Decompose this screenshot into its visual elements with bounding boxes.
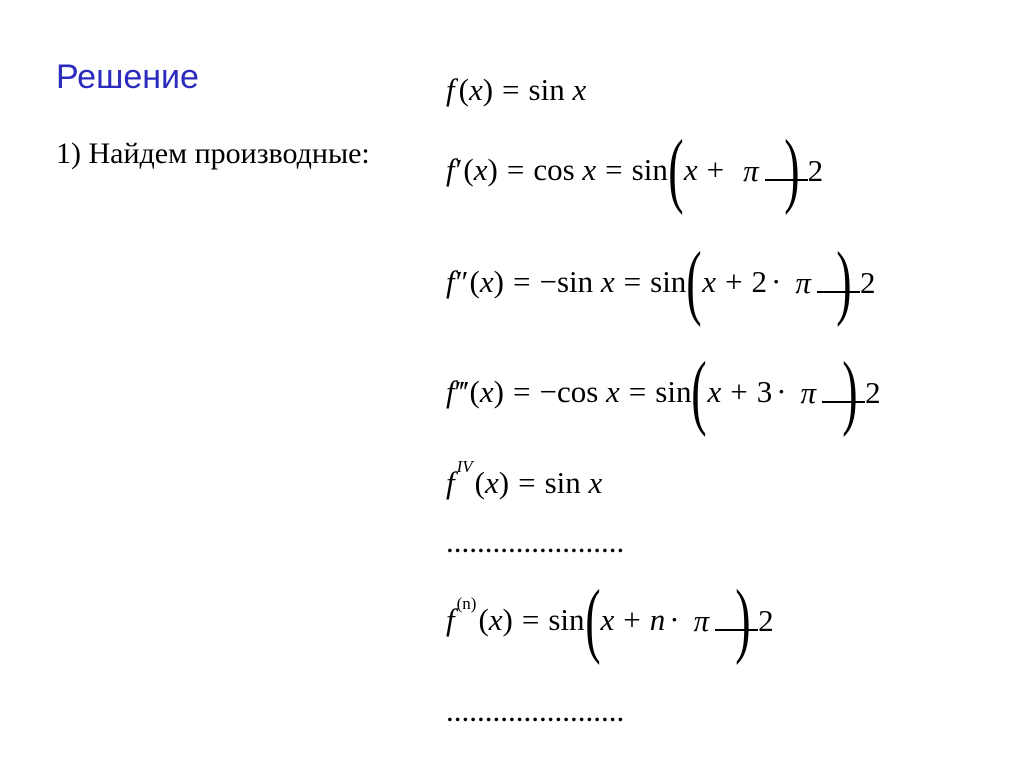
equation-f-first-derivative: f ′ ( x ) = cos x = sin ( x + π 2 ) xyxy=(446,123,824,216)
fraction-pi-over-2: π 2 xyxy=(743,153,824,188)
fraction-pi-over-2: π 2 xyxy=(800,375,881,410)
fraction-pi-over-2: π 2 xyxy=(795,265,876,300)
ellipsis-row: ....................... xyxy=(446,693,625,728)
ellipsis-row: ....................... xyxy=(446,524,625,559)
slide-title: Решение xyxy=(56,58,199,96)
fraction-pi-over-2: π 2 xyxy=(693,603,774,638)
equation-f-fourth-derivative: f IV ( x ) = sin x xyxy=(446,457,603,500)
equation-f-third-derivative: f ‴ ( x ) = − cos x = sin ( x + 3 · π 2 ) xyxy=(446,345,881,438)
step-label: 1) Найдем производные: xyxy=(56,137,370,170)
equation-f-nth-derivative: f (n) ( x ) = sin ( x + n · π 2 ) xyxy=(446,573,774,666)
equation-f: f ( x ) = sin x xyxy=(446,72,587,107)
equation-f-second-derivative: f ″ ( x ) = − sin x = sin ( x + 2 · π 2 ) xyxy=(446,235,876,328)
